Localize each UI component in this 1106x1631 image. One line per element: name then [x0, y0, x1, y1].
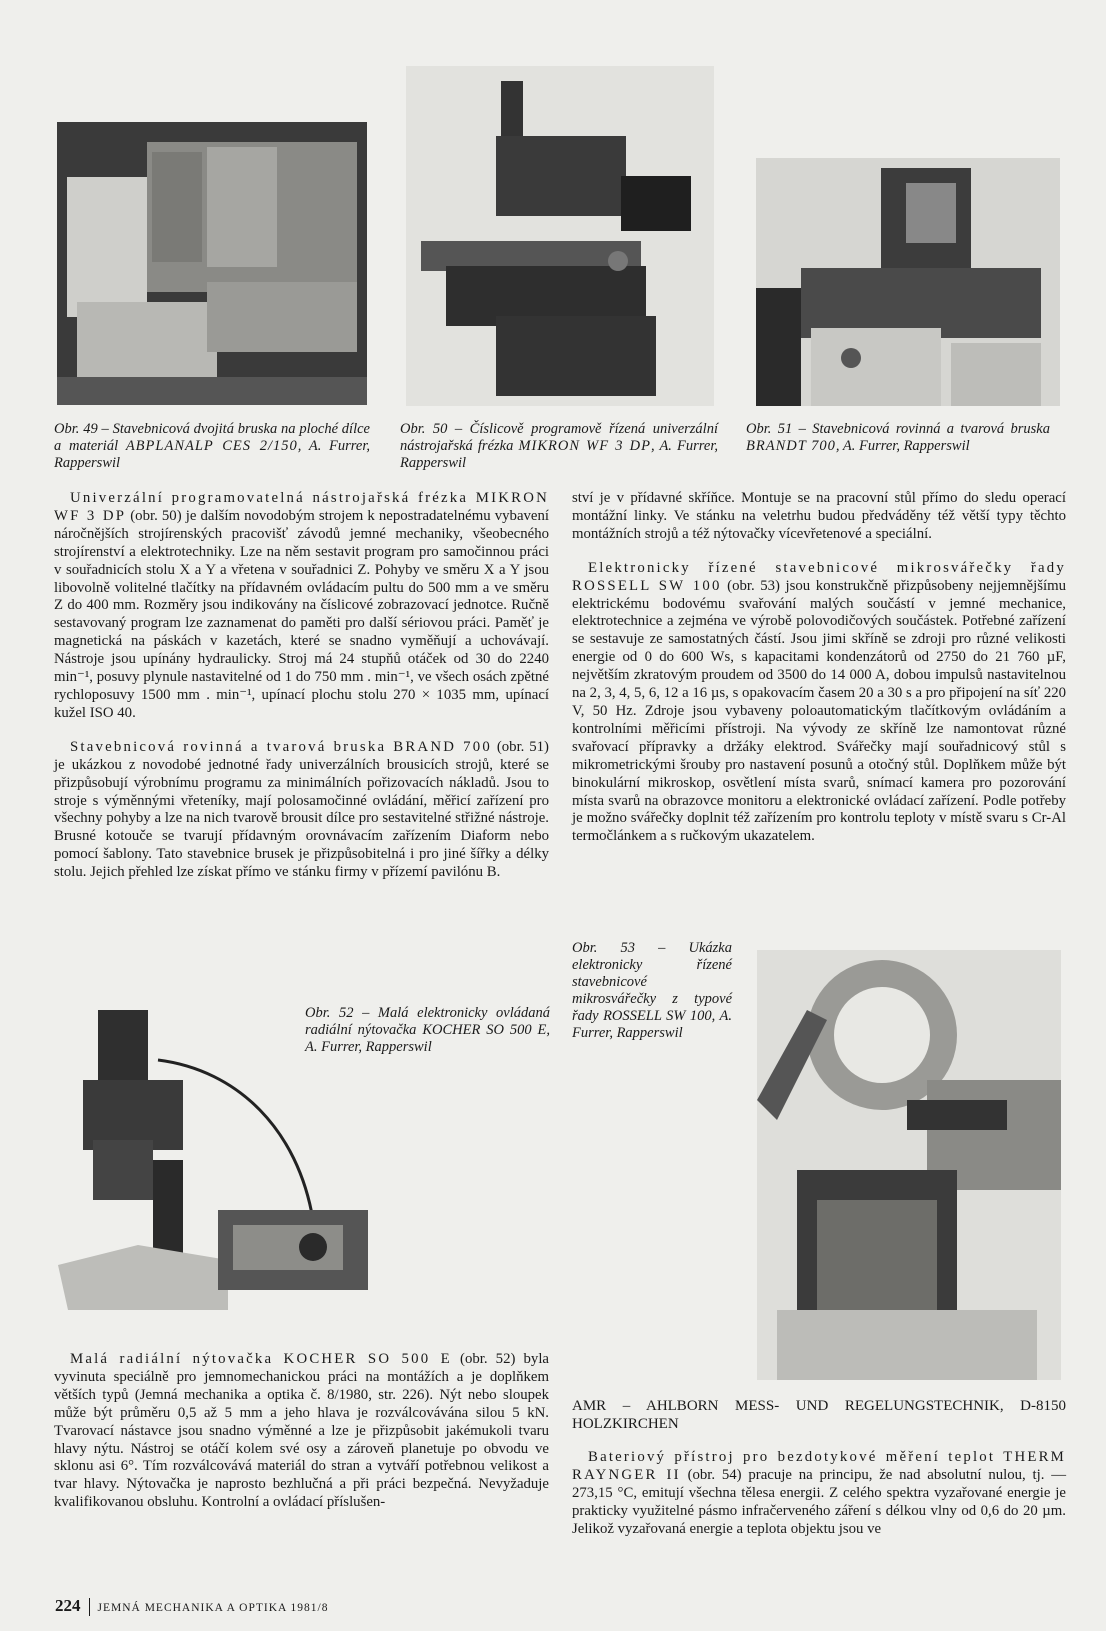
paragraph-body: (obr. 53) jsou konstrukčně přizpůsobeny nejjemnějšímu elektrickému bodovému svařování malých součástí v jemné mechanice, elektrotechnice a zejména ve výrobě polovodičových součástek. Potřebné zařízení se sestavuje ze samostatných částí. Jsou jimi skříně se zdroji pro různé velikosti energie od 0 do 600 Ws, s kapacitami kondenzátorů od 2750 do 21 760 µF, největším zkratovým proudem od 3500 do 14 000 A, dobou impulsů nastavitelnou na 2, 3, 4, 5, 6, 12 a 16 µs, s opakovacím časem 20 a 30 s a pro připojení na síť 220 V, 50 Hz. Zdroje jsou vybaveny poloautomatickým tlačítkovým ovládáním a kontrolními měřicími přístroji. Na vývody ze skříně lze namontovat různé svařovací přípravky a držáky elektrod. Svářečky mají souřadnicový stůl s mikrometrickými šrouby pro nastavení posunů a otočný stůl. Doplňkem může být binokulární mikroskop, osvětlení místa svarů, snímací kamera pro pozorování místa svarů na obrazovce monitoru a elektronické ovládací zařízení. Podle potřeby je možno svářečky doplnit též zařízením pro kontrolu teploty v místě svaru s Cr-Al termočlánkem a s ručkovým ukazatelem.: [572, 577, 1067, 845]
caption-text: Obr. 50 – Číslicově programově řízená univerzální nástrojařská frézka: [400, 421, 718, 454]
caption-text-end: , A. Furrer, Rapperswil: [400, 438, 719, 471]
figure-49-photo: [57, 122, 367, 405]
figure-50-caption: [400, 421, 718, 472]
caption-text-end: , A. Furrer, Rapperswil: [835, 438, 970, 454]
figure-51-caption: [746, 421, 1050, 455]
right-column-upper: [572, 490, 1066, 846]
figure-52-caption: Obr. 52 – Malá elektronicky ovládaná radiální nýtovačka KOCHER SO 500 E, A. Furrer, Rapperswil: [305, 1005, 550, 1055]
paragraph-lead: Elektronicky řízené stavebnicové mikrosvářečky řady ROSSELL SW 100: [572, 559, 1066, 594]
figure-53-caption: Obr. 53 – Ukázka elektronicky řízené stavebnicové mikrosvářečky z typové řady ROSSELL SW 100, A. Furrer, Rapperswil: [572, 940, 732, 1041]
caption-product: ABPLANALP CES 2/150: [125, 438, 298, 454]
page-footer: [55, 1596, 329, 1616]
left-column-lower: [54, 1351, 549, 1512]
paragraph-lead: Malá radiální nýtovačka KOCHER SO 500 E: [70, 1351, 452, 1367]
paragraph-body: (obr. 50) je dalším novodobým strojem k nepostradatelnému vybavení náročnějších strojírenských pracovišť závodů jemné mechaniky, všeobecného strojírenství a elektrotechniky. Lze na něm sestavit program pro samočinnou práci v souřadnicích stolu X a Y a vřetena v souřadnici Z. Pohyby ve směru X a Y jsou libovolně volitelné tlačítky na přídavném ovládacím pultu do 500 mm a ve směru Z do 400 mm. Rozměry jsou indikovány na číslicové zobrazovací jednotce. Ručně sestavovaný program lze zaznamenat do paměti pro další sériovou práci. Paměť je magnetická na páskách v kazetách, které se snadno vyměňují a uchovávají. Nástroje jsou upínány hydraulicky. Stroj má 24 stupňů otáček od 30 do 2240 min⁻¹, posuvy plynule nastavitelné od 1 do 750 mm . min⁻¹, ve všech osách zpětné rychloposuvy 1500 mm . min⁻¹, upínací plochu stolu 270 × 1035 mm, upínací kužel ISO 40.: [54, 507, 549, 721]
caption-product: MIKRON WF 3 DP: [518, 438, 651, 454]
paragraph-continuation: ství je v přídavné skříňce. Montuje se na pracovní stůl přímo do sledu operací montážní linky. Ve stánku na veletrhu budou předváděny též větší typy těchto montážních strojů a též nýtovačky vícevřetenové a speciální.: [572, 490, 1066, 542]
paragraph-mikron: [54, 490, 549, 723]
paragraph-therm-raynger: [572, 1449, 1066, 1539]
paragraph-body: (obr. 54) pracuje na principu, že nad absolutní nulou, tj. —273,15 °C, emitují všechna tělesa energii. Z celého spektra vyzařované energie je prakticky využitelné pásmo infračerveného záření s délkou vlny od 0,6 do 20 µm. Jelikož vyzařovaná energie a teplota objektu jsou ve: [572, 1466, 1066, 1537]
figure-53-photo: [757, 950, 1061, 1380]
caption-text: Obr. 49 – Stavebnicová dvojitá bruska na ploché dílce a materiál: [54, 421, 370, 454]
page-number: 224: [55, 1596, 81, 1615]
figure-49-caption: [54, 421, 370, 472]
paragraph-lead: Univerzální programovatelná nástrojařská frézka MIKRON WF 3 DP: [54, 490, 549, 524]
caption-product: BRANDT 700: [746, 438, 836, 454]
paragraph-rossell: [572, 560, 1066, 847]
figure-51-photo: [756, 158, 1060, 406]
figure-50-photo: [406, 66, 714, 406]
journal-title: JEMNÁ MECHANIKA A OPTIKA 1981/8: [97, 1602, 329, 1614]
footer-divider: [89, 1598, 90, 1616]
caption-text: Obr. 51 – Stavebnicová rovinná a tvarová bruska: [746, 421, 1050, 437]
paragraph-body: (obr. 52) byla vyvinuta speciálně pro jemnomechanickou práci na montážích a je doplňkem větších typů (Jemná mechanika a optika č. 8/1980, str. 226). Nýt nebo sloupek může být průměru 0,5 až 5 mm a jeho hlava je rozválcovávána silou 5 kN. Tvarovací nástavce jsou snadno výměnné a lze je přizpůsobit jakémukoli tvaru hlavy nýtu. Nástroj se otáčí kolem své osy a zároveň planetuje po obvodu ve sklonu asi 6°. Tím rozválcovává materiál do stran a vytváří potřebnou velikost a tvar hlavy. Nýtovačka je naprosto bezhlučná a při práci bezpečná. Nevyžaduje kvalifikovanou obsluhu. Kontrolní a ovládací příslušen-: [54, 1351, 549, 1511]
left-column-upper: [54, 490, 549, 882]
caption-text-end: , A. Furrer, Rapperswil: [54, 438, 370, 471]
paragraph-lead: Stavebnicová rovinná a tvarová bruska BRAND 700: [70, 738, 492, 755]
paragraph-lead: Bateriový přístroj pro bezdotykové měření teplot THERM RAYNGER II: [572, 1449, 1066, 1483]
paragraph-body: (obr. 51) je ukázkou z novodobé jednotné řady univerzálních brousicích strojů, které se přizpůsobují výrobnímu programu za minimálních pořizovacích nákladů. Jsou to stroje s výměnnými vřeteníky, mají polosamočinné ovládání, měřicí zařízení pro všechny pohyby a lze na nich tvarově brousit dílce pro sestavitelné střižné nástroje. Brusné kotouče se tvarují přídavným orovnávacím zařízením Diaform nebo pomocí šablony. Tato stavebnice brusek je přizpůsobitelná i pro jiné šířky a délky stolu. Jejich přehled lze získat přímo ve stánku firmy v přízemí pavilónu B.: [54, 738, 549, 881]
paragraph-brand: [54, 739, 549, 882]
right-column-lower: [572, 1397, 1066, 1539]
paragraph-kocher: [54, 1351, 549, 1512]
section-heading: AMR – AHLBORN MESS- UND REGELUNGSTECHNIK, D-8150 HOLZKIRCHEN: [572, 1398, 1066, 1432]
